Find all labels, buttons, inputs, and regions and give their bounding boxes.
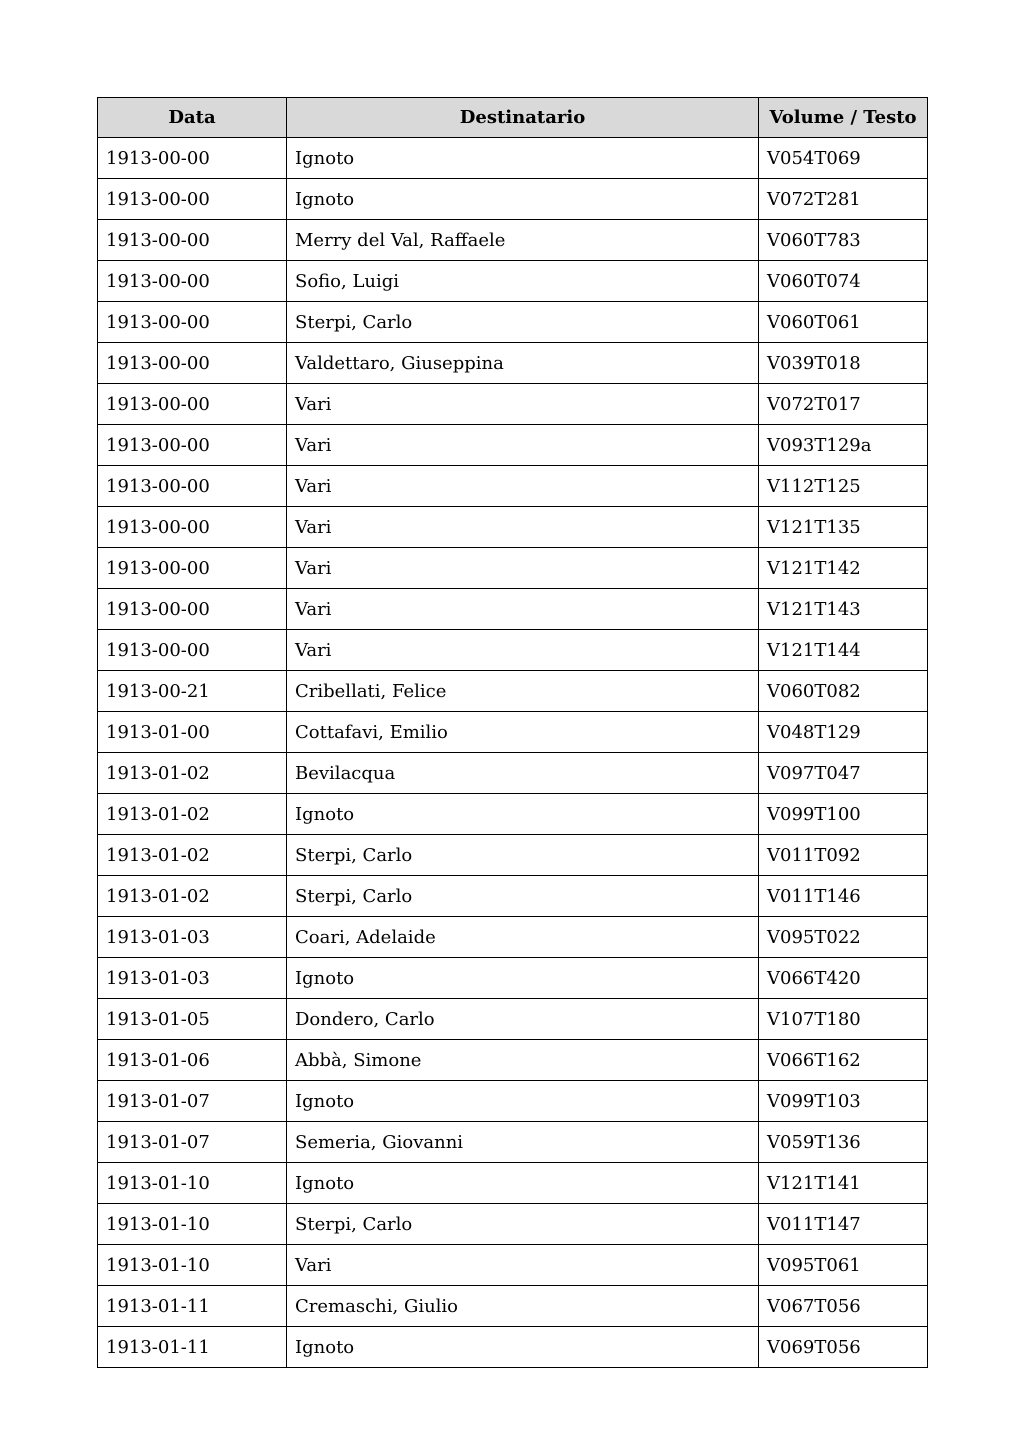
table-row (98, 1204, 928, 1245)
volume-text-cell: V011T147 (759, 1204, 928, 1245)
volume-text-cell: V066T420 (759, 958, 928, 999)
date-cell: 1913-01-10 (98, 1204, 287, 1245)
volume-text-cell: V060T082 (759, 671, 928, 712)
date-cell: 1913-01-11 (98, 1286, 287, 1327)
table-row (98, 425, 928, 466)
volume-text-cell: V048T129 (759, 712, 928, 753)
table-row (98, 220, 928, 261)
volume-text-cell: V095T061 (759, 1245, 928, 1286)
date-cell: 1913-01-05 (98, 999, 287, 1040)
recipient-cell: Ignoto (287, 794, 759, 835)
recipient-cell: Coari, Adelaide (287, 917, 759, 958)
table-row (98, 999, 928, 1040)
date-cell: 1913-01-10 (98, 1245, 287, 1286)
volume-text-cell: V099T100 (759, 794, 928, 835)
date-cell: 1913-01-07 (98, 1122, 287, 1163)
date-cell: 1913-00-21 (98, 671, 287, 712)
date-cell: 1913-00-00 (98, 425, 287, 466)
recipient-cell: Cottafavi, Emilio (287, 712, 759, 753)
volume-text-cell: V099T103 (759, 1081, 928, 1122)
volume-text-cell: V039T018 (759, 343, 928, 384)
recipient-cell: Vari (287, 384, 759, 425)
recipient-cell: Vari (287, 630, 759, 671)
table-row (98, 302, 928, 343)
recipient-cell: Sterpi, Carlo (287, 835, 759, 876)
recipient-cell: Vari (287, 548, 759, 589)
date-cell: 1913-00-00 (98, 220, 287, 261)
volume-text-cell: V112T125 (759, 466, 928, 507)
volume-text-cell: V060T061 (759, 302, 928, 343)
recipient-cell: Vari (287, 466, 759, 507)
table-header-row (98, 98, 928, 138)
table-row (98, 1122, 928, 1163)
table-row (98, 917, 928, 958)
recipient-cell: Semeria, Giovanni (287, 1122, 759, 1163)
column-header-recipient: Destinatario (287, 98, 759, 138)
recipient-cell: Vari (287, 1245, 759, 1286)
volume-text-cell: V121T141 (759, 1163, 928, 1204)
volume-text-cell: V107T180 (759, 999, 928, 1040)
table-row (98, 1286, 928, 1327)
volume-text-cell: V054T069 (759, 138, 928, 179)
recipient-cell: Vari (287, 507, 759, 548)
date-cell: 1913-00-00 (98, 384, 287, 425)
date-cell: 1913-01-07 (98, 1081, 287, 1122)
date-cell: 1913-01-00 (98, 712, 287, 753)
volume-text-cell: V095T022 (759, 917, 928, 958)
date-cell: 1913-00-00 (98, 261, 287, 302)
volume-text-cell: V093T129a (759, 425, 928, 466)
recipient-cell: Vari (287, 425, 759, 466)
recipient-cell: Ignoto (287, 1081, 759, 1122)
table-row (98, 1081, 928, 1122)
date-cell: 1913-01-03 (98, 958, 287, 999)
table-row (98, 1245, 928, 1286)
date-cell: 1913-01-10 (98, 1163, 287, 1204)
date-cell: 1913-01-11 (98, 1327, 287, 1368)
volume-text-cell: V121T143 (759, 589, 928, 630)
recipient-cell: Bevilacqua (287, 753, 759, 794)
date-cell: 1913-00-00 (98, 507, 287, 548)
table-row (98, 876, 928, 917)
table-row (98, 548, 928, 589)
volume-text-cell: V072T017 (759, 384, 928, 425)
volume-text-cell: V059T136 (759, 1122, 928, 1163)
recipient-cell: Cremaschi, Giulio (287, 1286, 759, 1327)
volume-text-cell: V060T074 (759, 261, 928, 302)
recipient-cell: Abbà, Simone (287, 1040, 759, 1081)
table-row (98, 958, 928, 999)
table-row (98, 794, 928, 835)
volume-text-cell: V011T092 (759, 835, 928, 876)
table-row (98, 1163, 928, 1204)
date-cell: 1913-01-02 (98, 835, 287, 876)
recipient-cell: Sterpi, Carlo (287, 1204, 759, 1245)
column-header-date: Data (98, 98, 287, 138)
table-row (98, 589, 928, 630)
recipient-cell: Merry del Val, Raffaele (287, 220, 759, 261)
recipient-cell: Sterpi, Carlo (287, 302, 759, 343)
table-row (98, 179, 928, 220)
volume-text-cell: V069T056 (759, 1327, 928, 1368)
recipient-cell: Ignoto (287, 1163, 759, 1204)
volume-text-cell: V097T047 (759, 753, 928, 794)
date-cell: 1913-00-00 (98, 138, 287, 179)
volume-text-cell: V011T146 (759, 876, 928, 917)
table-row (98, 384, 928, 425)
recipient-cell: Ignoto (287, 138, 759, 179)
volume-text-cell: V121T142 (759, 548, 928, 589)
date-cell: 1913-01-06 (98, 1040, 287, 1081)
date-cell: 1913-00-00 (98, 179, 287, 220)
table-row (98, 1040, 928, 1081)
recipient-cell: Dondero, Carlo (287, 999, 759, 1040)
date-cell: 1913-00-00 (98, 302, 287, 343)
table-row (98, 261, 928, 302)
table-row (98, 630, 928, 671)
table-row (98, 1327, 928, 1368)
table-row (98, 466, 928, 507)
recipient-cell: Sterpi, Carlo (287, 876, 759, 917)
volume-text-cell: V060T783 (759, 220, 928, 261)
volume-text-cell: V067T056 (759, 1286, 928, 1327)
date-cell: 1913-01-02 (98, 753, 287, 794)
recipient-cell: Vari (287, 589, 759, 630)
table-row (98, 343, 928, 384)
recipient-cell: Ignoto (287, 958, 759, 999)
volume-text-cell: V121T144 (759, 630, 928, 671)
volume-text-cell: V121T135 (759, 507, 928, 548)
date-cell: 1913-00-00 (98, 589, 287, 630)
table-row (98, 835, 928, 876)
volume-text-cell: V066T162 (759, 1040, 928, 1081)
date-cell: 1913-01-02 (98, 876, 287, 917)
column-header-volume-text: Volume / Testo (759, 98, 928, 138)
recipient-cell: Cribellati, Felice (287, 671, 759, 712)
recipient-cell: Ignoto (287, 179, 759, 220)
recipient-cell: Sofio, Luigi (287, 261, 759, 302)
volume-text-cell: V072T281 (759, 179, 928, 220)
date-cell: 1913-01-02 (98, 794, 287, 835)
table-row (98, 507, 928, 548)
recipient-cell: Ignoto (287, 1327, 759, 1368)
date-cell: 1913-00-00 (98, 630, 287, 671)
letters-table (97, 97, 928, 1368)
table-row (98, 753, 928, 794)
table-row (98, 138, 928, 179)
table-row (98, 671, 928, 712)
date-cell: 1913-00-00 (98, 343, 287, 384)
letters-table-container (97, 97, 927, 1358)
date-cell: 1913-00-00 (98, 548, 287, 589)
table-body (98, 138, 928, 1368)
date-cell: 1913-01-03 (98, 917, 287, 958)
date-cell: 1913-00-00 (98, 466, 287, 507)
recipient-cell: Valdettaro, Giuseppina (287, 343, 759, 384)
table-row (98, 712, 928, 753)
